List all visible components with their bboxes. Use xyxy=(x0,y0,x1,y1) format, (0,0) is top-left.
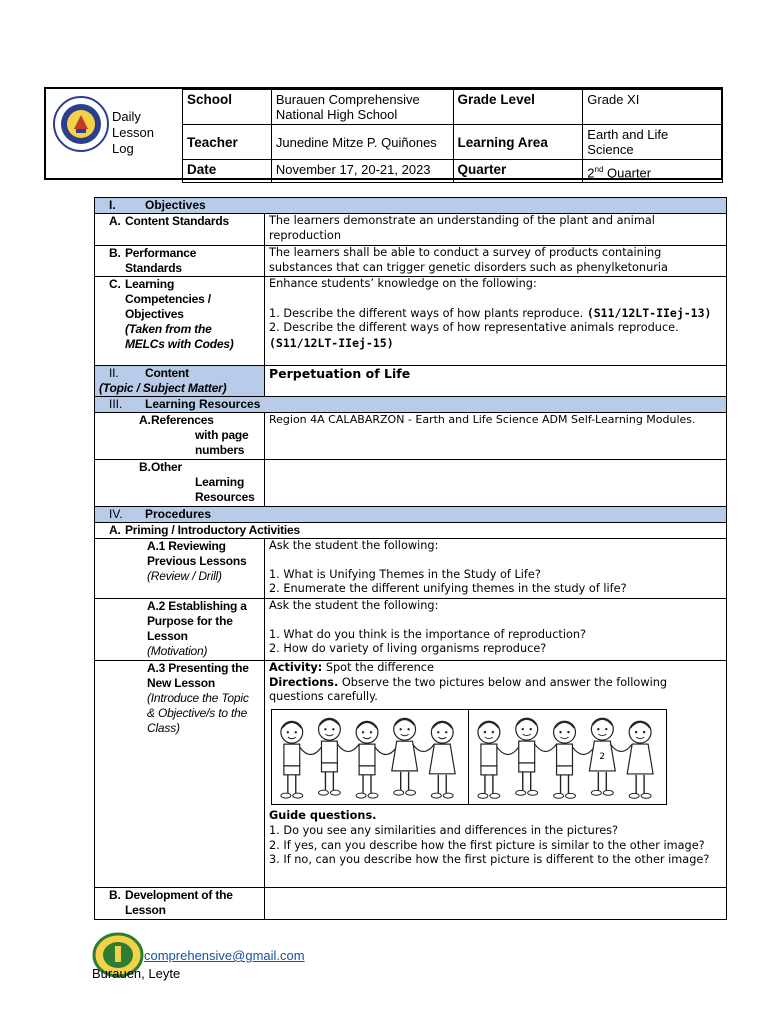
row-label: Standards xyxy=(125,261,182,275)
row-label: A.3 Presenting the xyxy=(147,661,249,675)
section-title: Learning Resources xyxy=(145,397,261,411)
title-line: Log xyxy=(112,141,134,156)
directions-line xyxy=(269,676,722,705)
row-sublabel: Class) xyxy=(147,721,180,735)
content-standards-text: The learners demonstrate an understanding of the plant and animal reproduction xyxy=(265,214,727,246)
guide-question: 1. Do you see any similarities and differences in the pictures? xyxy=(269,823,619,837)
quarter-value xyxy=(583,160,723,183)
row-content-standards xyxy=(95,214,727,246)
header-info-grid xyxy=(182,89,723,183)
activity-label: Activity: xyxy=(269,661,323,674)
row-label: Learning xyxy=(125,277,175,291)
row-label: Lesson xyxy=(125,903,166,917)
teacher-label: Teacher xyxy=(183,125,272,160)
other-resources-text xyxy=(265,460,727,507)
row-sublabel: (Review / Drill) xyxy=(147,569,222,583)
row-label: Resources xyxy=(195,490,255,504)
school-label: School xyxy=(183,90,272,125)
row-label: New Lesson xyxy=(147,676,216,690)
row-label: Lesson xyxy=(147,629,188,643)
row-sublabel: (Introduce the Topic xyxy=(147,691,249,705)
development-text xyxy=(265,888,727,920)
guide-questions-label: Guide questions. xyxy=(269,809,377,823)
row-label: Content xyxy=(145,366,189,380)
row-label: numbers xyxy=(195,443,245,457)
row-label: Previous Lessons xyxy=(147,554,247,568)
quarter-suffix: nd xyxy=(594,165,604,174)
spot-the-difference-image xyxy=(271,709,667,805)
row-development xyxy=(95,888,727,920)
row-letter: B. xyxy=(109,888,121,902)
quarter-word: Quarter xyxy=(603,165,652,181)
section-title: Procedures xyxy=(145,507,212,521)
row-establishing-purpose xyxy=(95,599,727,661)
row-label: Other xyxy=(151,460,183,474)
row-letter: A. xyxy=(109,523,121,537)
section-title: Objectives xyxy=(145,198,206,212)
competency-code: (S11/12LT-IIej-15) xyxy=(269,336,394,351)
directions-text: Observe the two pictures below and answer the following questions carefully. xyxy=(269,675,668,704)
competency-item xyxy=(269,321,722,351)
row-other-resources xyxy=(95,460,727,507)
row-label: Content Standards xyxy=(125,214,229,228)
row-label: Learning xyxy=(195,475,245,489)
header-table xyxy=(44,87,723,180)
row-sublabel: MELCs with Codes) xyxy=(125,337,234,351)
row-label: Purpose for the xyxy=(147,614,233,628)
svg-text:2: 2 xyxy=(599,752,606,763)
row-letter: C. xyxy=(109,277,121,291)
section-number: I. xyxy=(109,198,116,212)
school-address: Burauen, Leyte xyxy=(92,966,181,981)
row-label: A.1 Reviewing xyxy=(147,539,226,553)
quarter-label: Quarter xyxy=(453,160,583,183)
row-priming xyxy=(95,523,727,539)
activity-text: Spot the difference xyxy=(322,661,434,674)
section-number: III. xyxy=(109,397,123,411)
row-label: Priming / Introductory Activities xyxy=(125,523,300,537)
question-item: 1. What is Unifying Themes in the Study of Life? xyxy=(269,567,541,581)
date-value: November 17, 20-21, 2023 xyxy=(271,160,453,183)
section-number: II. xyxy=(109,366,119,380)
section-procedures xyxy=(95,507,727,523)
row-learning-competencies xyxy=(95,277,727,366)
date-label: Date xyxy=(183,160,272,183)
children-picture-left xyxy=(272,710,469,804)
row-performance-standards xyxy=(95,246,727,277)
directions-label: Directions. xyxy=(269,675,339,689)
row-label: with page xyxy=(195,428,249,442)
section-learning-resources xyxy=(95,397,727,413)
row-letter: B. xyxy=(109,246,121,260)
row-references xyxy=(95,413,727,460)
deped-seal-icon xyxy=(52,95,110,153)
prompt-intro: Ask the student the following: xyxy=(269,599,439,612)
learning-area-value: Earth and Life Science xyxy=(583,125,723,160)
row-presenting-lesson xyxy=(95,661,727,888)
row-sublabel: (Topic / Subject Matter) xyxy=(99,381,227,395)
school-value: Burauen Comprehensive National High School xyxy=(271,90,453,125)
row-label: Development of the xyxy=(125,888,233,902)
row-letter: B. xyxy=(139,460,151,474)
title-line: Daily xyxy=(112,109,141,124)
row-sublabel: (Motivation) xyxy=(147,644,208,658)
guide-question: 3. If no, can you describe how the first picture is different to the other image? xyxy=(269,853,710,867)
row-reviewing xyxy=(95,539,727,599)
performance-standards-text: The learners shall be able to conduct a survey of products containing substances that can trigger genetic disorders such as phenylketonuria xyxy=(265,246,727,277)
section-objectives xyxy=(95,198,727,214)
daily-lesson-log-title xyxy=(112,109,154,157)
quarter-number: 2 xyxy=(587,165,595,181)
school-email-link[interactable]: comprehensive@gmail.com xyxy=(144,948,305,963)
references-text: Region 4A CALABARZON - Earth and Life Science ADM Self-Learning Modules. xyxy=(265,413,727,460)
row-label: Objectives xyxy=(125,307,184,321)
competency-text: 2. Describe the different ways of how representative animals reproduce. xyxy=(269,321,679,335)
question-item: 2. How do variety of living organisms reproduce? xyxy=(269,642,547,656)
row-sublabel: & Objective/s to the xyxy=(147,706,248,720)
row-letter: A. xyxy=(109,214,121,228)
grade-level-label: Grade Level xyxy=(453,90,583,125)
lesson-table xyxy=(94,197,726,920)
competency-code: (S11/12LT-IIej-13) xyxy=(586,305,712,320)
grade-level-value: Grade XI xyxy=(583,90,723,125)
content-topic: Perpetuation of Life xyxy=(265,366,727,397)
section-number: IV. xyxy=(109,507,123,521)
question-item: 1. What do you think is the importance of reproduction? xyxy=(269,627,587,641)
competency-item xyxy=(269,306,722,322)
row-content xyxy=(95,366,727,397)
guide-question: 2. If yes, can you describe how the first picture is similar to the other image? xyxy=(269,838,705,852)
teacher-value: Junedine Mitze P. Quiñones xyxy=(271,125,453,160)
title-line: Lesson xyxy=(112,125,154,140)
children-picture-right xyxy=(469,710,666,804)
question-item: 2. Enumerate the different unifying themes in the study of life? xyxy=(269,582,627,596)
learning-area-label: Learning Area xyxy=(453,125,583,160)
row-label: References xyxy=(151,413,214,427)
row-label: A.2 Establishing a xyxy=(147,599,247,613)
activity-line xyxy=(269,661,722,676)
row-sublabel: (Taken from the xyxy=(125,322,212,336)
row-letter: A. xyxy=(139,413,151,427)
row-label: Performance xyxy=(125,246,197,260)
competency-text: 1. Describe the different ways of how plants reproduce. xyxy=(269,306,587,320)
competencies-intro: Enhance students’ knowledge on the following: xyxy=(269,277,537,290)
prompt-intro: Ask the student the following: xyxy=(269,539,439,552)
row-label: Competencies / xyxy=(125,292,211,306)
